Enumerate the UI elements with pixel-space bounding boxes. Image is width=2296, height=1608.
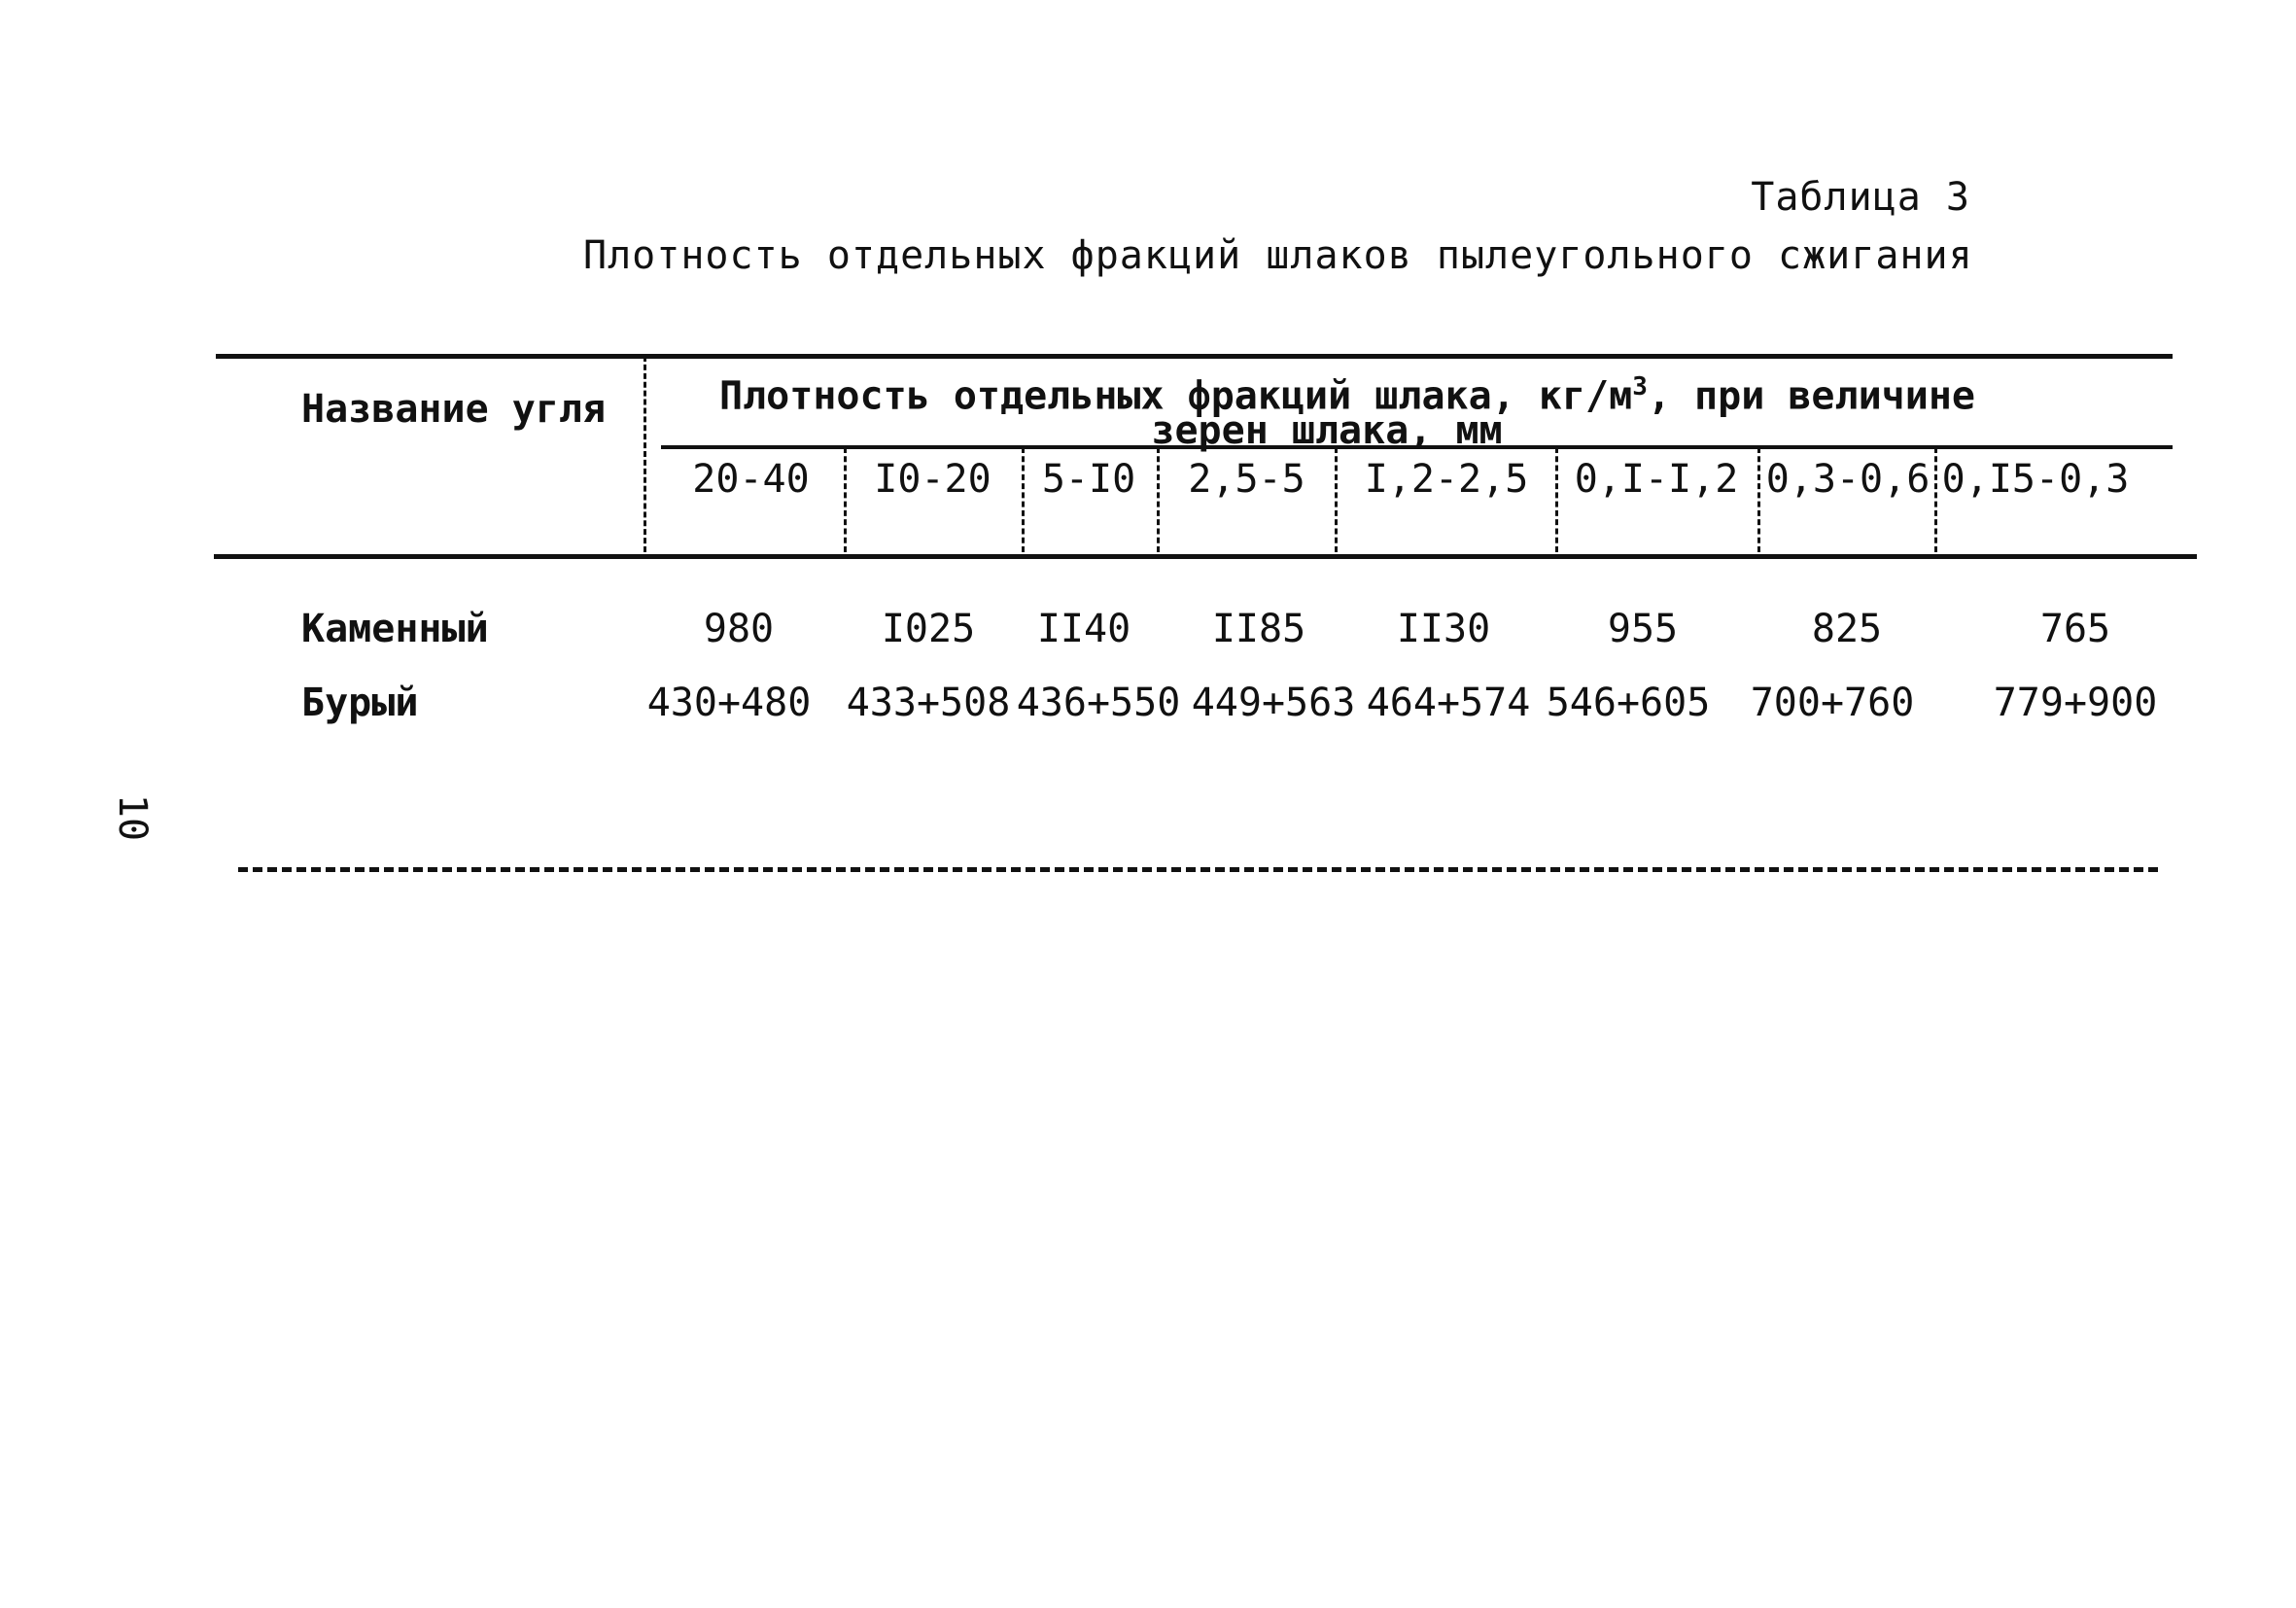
fraction-header: 0,I5-0,3 [1941, 457, 2130, 502]
header-separator [844, 447, 847, 552]
table-cell: 546+605 [1546, 681, 1711, 725]
fraction-header: 2,5-5 [1188, 457, 1305, 502]
table-cell: 765 [2039, 607, 2111, 651]
density-header-prefix: Плотность отдельных фракций шлака, кг/м [719, 373, 1633, 419]
table-cell: I025 [881, 607, 976, 651]
table-cell: II40 [1036, 607, 1131, 651]
fraction-header: I0-20 [874, 457, 991, 502]
table-top-rule [216, 354, 2173, 359]
fraction-header: 0,I-I,2 [1574, 457, 1739, 502]
table-cell: 955 [1607, 607, 1679, 651]
table-cell: II85 [1211, 607, 1306, 651]
header-separator [1757, 447, 1760, 552]
header-separator [1934, 447, 1937, 552]
density-header-suffix: , при величине [1647, 373, 1976, 419]
density-unit-superscript: 3 [1632, 372, 1648, 402]
header-bottom-rule [214, 554, 2197, 559]
coal-name-header: Название угля [301, 387, 607, 432]
table-cell: 825 [1811, 607, 1883, 651]
page-number: 10 [110, 793, 156, 842]
density-header-line2: зерен шлака, мм [1151, 408, 1503, 454]
table-title: Плотность отдельных фракций шлаков пылеугольного сжигания [583, 233, 1973, 278]
header-separator [1157, 447, 1160, 552]
fraction-header: 5-I0 [1041, 457, 1136, 502]
dashed-separator-line [238, 867, 2158, 872]
header-separator [1555, 447, 1558, 552]
table-cell: 430+480 [646, 681, 812, 725]
fraction-header: I,2-2,5 [1364, 457, 1529, 502]
density-header [719, 369, 1976, 454]
header-separator [1335, 447, 1338, 552]
fraction-header: 0,3-0,6 [1765, 457, 1931, 502]
table-cell: II30 [1396, 607, 1491, 651]
fraction-header: 20-40 [692, 457, 810, 502]
header-separator [644, 356, 646, 552]
header-separator [1022, 447, 1025, 552]
table-cell: 433+508 [846, 681, 1011, 725]
table-cell: 449+563 [1191, 681, 1356, 725]
table-cell: 436+550 [1016, 681, 1181, 725]
density-header-line1 [719, 369, 1976, 419]
table-cell: 464+574 [1366, 681, 1531, 725]
row-name: Каменный [301, 607, 489, 651]
table-cell: 700+760 [1750, 681, 1915, 725]
table-cell: 980 [703, 607, 775, 651]
row-name: Бурый [301, 681, 419, 725]
table-number: Таблица 3 [1751, 175, 1970, 220]
table-cell: 779+900 [1993, 681, 2158, 725]
